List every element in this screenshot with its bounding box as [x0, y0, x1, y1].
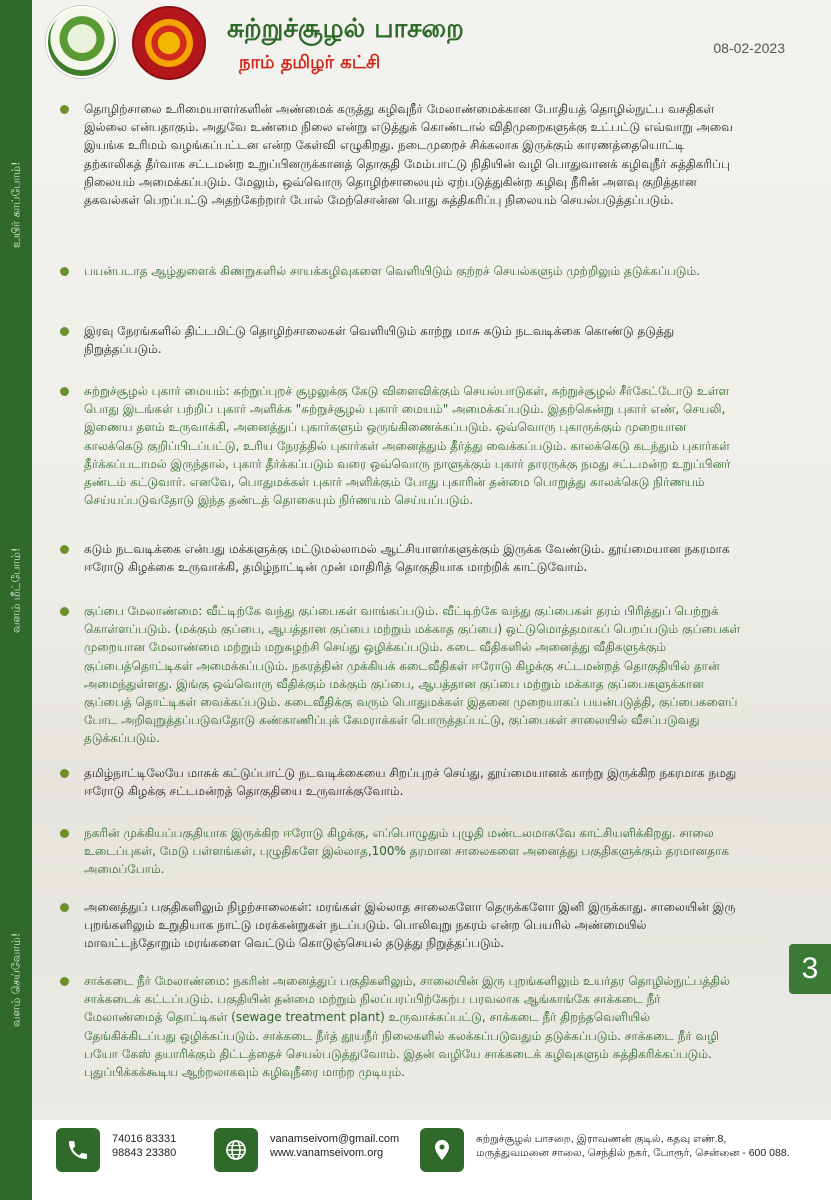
paragraph-text: சுற்றுச்சூழல் புகார் மையம்: சுற்றுப்புறச் சூழலுக்கு கேடு விளைவிக்கும் செயல்பாடுகள், சுற்றுச்சூழல் சீர்கேட்டோடு உள்ள பொது இடங்கள் பற்றிப் புகார் அளிக்க "சுற்றுச்சூழல் புகார் மையம்" அமைக்கப்படும். இதற்கென்று புகார் எண், செயலி, இணைய தளம் உருவாக்கி, அனைத்துப் புகார்களும் ஒருங்கிணைக்கப்படும். ஒவ்வொரு புகாருக்கும் முறையான காலக்கெடு குறிப்பிடப்பட்டு, உரிய நேரத்தில் புகார்கள் அனைத்தும் தீர்த்து வைக்கப்படும். காலக்கெடு கடந்தும் புகார்கள் தீர்க்கப்படாமல் இருந்தால், புகார் தீர்க்கப்படும் வரை ஒவ்வொரு நாளுக்கும் புகார் தாரருக்கு நமது சட்டமன்ற உறுப்பினர் தண்டம் கட்டுவார். எனவே, பொதுமக்கள் புகார் அளிக்கும் போது புகாரின் தன்மை பொறுத்து காலக்கெடு நிர்ணயம் செய்யப்படுவதோடு இந்த தண்டத் தொகையும் நிர்ணயம் செய்யப்படும். [84, 384, 731, 508]
page-title: சுற்றுச்சூழல் பாசறை [227, 14, 464, 44]
bullet-icon [60, 545, 69, 554]
bullet-icon [60, 387, 69, 396]
paragraph-text: தமிழ்நாட்டிலேயே மாசுக் கட்டுப்பாட்டு நடவடிக்கையை சிறப்புறச் செய்து, தூய்மையானக் காற்று இருக்கிற நகரமாக நமது ஈரோடு கிழக்கு சட்டமன்றத் தொகுதியை உருவாக்குவோம். [84, 766, 737, 799]
globe-icon [214, 1128, 258, 1172]
paragraph-text: குப்பை மேலாண்மை: வீட்டிற்கே வந்து குப்பைகள் வாங்கப்படும். வீட்டிற்கே வந்து குப்பைகள் தரம் பிரித்துப் பெற்றுக் கொள்ளப்படும். (மக்கும் குப்பை, ஆபத்தான குப்பை மற்றும் மக்காத குப்பை) ஒட்டுமொத்தமாகப் பெறப்படும் குப்பைகள் முறையான மேலாண்மை மற்றும் மறுசுழற்சி செய்து ஒழிக்கப்படும். கடை வீதிகளில் அனைத்து வீதிகளுக்கும் குப்பைத்தொட்டிகள் அமைக்கப்படும். நகரத்தின் முக்கியக் கடைவீதிகள் ஈரோடு கிழக்கு சட்டமன்றத் தொகுதியில் தான் அமைந்துள்ளது. இங்கு ஒவ்வொரு வீதிக்கும் மக்கும் குப்பை, ஆபத்தான குப்பை மற்றும் மக்காத குப்பைகளுக்கான குப்பைத் தொட்டிகள் வைக்கப்படும். கடைவீதிக்கு வரும் பொதுமக்கள் இதனை முறையாகப் பயன்படுத்தி, குப்பைகளைப் போட அறிவுறுத்தப்படுவதோடு கண்காணிப்புக் கேமராக்கள் பொருத்தப்பட்டு, குப்பைகள் சாலையில் வீசப்படுவது தடுக்கப்படும். [84, 604, 741, 746]
sidebar-slogan-2: வளம் மீட்போம்! [9, 547, 23, 633]
page-number: 3 [789, 944, 831, 994]
phone-number-2[interactable]: 98843 23380 [112, 1147, 177, 1159]
bullet-icon [60, 903, 69, 912]
bullet-icon [60, 769, 69, 778]
paragraph-text: நகரின் முக்கியப்பகுதியாக இருக்கிற ஈரோடு கிழக்கு, எப்பொழுதும் புழுதி மண்டலமாகவே காட்சியளிக்கிறது. சாலை உடைப்புகள், மேடு பள்ளங்கள், புழுதிகளே இல்லாத,100% தரமான சாலைகளை அனைத்து பகுதிகளுக்கும் தரமானதாக அமைப்போம். [84, 826, 730, 877]
environment-wing-logo [46, 6, 118, 78]
bullet-icon [60, 607, 69, 616]
contact-online [270, 1132, 399, 1160]
party-tiger-logo [132, 6, 206, 80]
document-date: 08-02-2023 [713, 40, 785, 56]
paragraph-text: இரவு நேரங்களில் திட்டமிட்டு தொழிற்சாலைகள் வெளியிடும் காற்று மாசு கடும் நடவடிக்கை கொண்டு தடுத்து நிறுத்தப்படும். [84, 324, 675, 357]
phone-number-1[interactable]: 74016 83331 [112, 1133, 177, 1145]
bullet-icon [60, 105, 69, 114]
email-link[interactable]: vanamseivom@gmail.com [270, 1133, 400, 1145]
location-pin-icon [420, 1128, 464, 1172]
paragraph-text: கடும் நடவடிக்கை என்பது மக்களுக்கு மட்டுமல்லாமல் ஆட்சியாளர்களுக்கும் இருக்க வேண்டும். தூய்மையான நகரமாக ஈரோடு கிழக்கை உருவாக்கி, தமிழ்நாட்டின் முன் மாதிரித் தொகுதியாக மாற்றிக் காட்டுவோம். [84, 542, 730, 575]
bullet-icon [60, 327, 69, 336]
paragraph-text: அனைத்துப் பகுதிகளிலும் நிழற்சாலைகள்: மரங்கள் இல்லாத சாலைகளோ தெருக்களோ இனி இருக்காது. சாலையின் இரு புறங்களிலும் உறுதியாக நாட்டு மரக்கன்றுகள் நடப்படும். பொலிவுறு நகரம் என்ற பெயரில் அண்மையில் மாவட்டந்தோறும் மரங்களை வெட்டும் கொடுஞ்செயல் தடுத்து நிறுத்தப்படும். [84, 900, 736, 951]
address-line-1: சுற்றுச்சூழல் பாசறை, இராவணன் குடில், கதவு எண்.8, [476, 1133, 727, 1145]
bullet-icon [60, 829, 69, 838]
phone-numbers [112, 1132, 176, 1160]
postal-address [476, 1132, 790, 1160]
bullet-icon [60, 977, 69, 986]
sidebar-slogan-3: வளம் செய்வோம்! [9, 932, 23, 1028]
paragraph-text: தொழிற்சாலை உரிமையாளர்களின் அண்மைக் கருத்து கழிவுநீர் மேலாண்மைக்கான போதியத் தொழில்நுட்ப வசதிகள் இல்லை என்பதாகும். அதுவே உண்மை நிலை என்று எடுத்துக் கொண்டால் விதிமுறைகளுக்கு உட்பட்டு எவ்வாறு அவை இயங்க உரிமம் வழங்கப்பட்டன என்ற கேள்வி எழுகிறது. நடைமுறைச் சிக்கலாக இருக்கும் காரணத்தையொட்டி தற்காலிகத் தீர்வாக சட்டமன்ற உறுப்பினருக்கானத் தொகுதி மேம்பாட்டு நிதியின் வழி பொதுவானக் கழிவுநீர் சுத்திகரிப்பு நிலையம் அமைக்கப்படும். மேலும், ஒவ்வொரு தொழிற்சாலையும் ஏற்படுத்துகின்ற கழிவு நீரின் அளவு குறித்தான தகவல்கள் பெறப்பட்டு அதற்கேற்றார் போல் மேற்சொன்ன பொது சுத்திகரிப்பு நிலையம் செயல்படுத்தப்படும். [84, 102, 733, 208]
paragraph-text: பயன்படாத ஆழ்துளைக் கிணறுகளில் சாயக்கழிவுகளை வெளியிடும் குற்றச் செயல்களும் முற்றிலும் தடுக்கப்படும். [84, 264, 700, 278]
website-link[interactable]: www.vanamseivom.org [270, 1147, 384, 1159]
footer [32, 1120, 831, 1200]
paragraph-text: சாக்கடை நீர் மேலாண்மை: நகரின் அனைத்துப் பகுதிகளிலும், சாலையின் இரு புறங்களிலும் உயர்தர தொழில்நுட்பத்தில் சாக்கடைக் கட்டப்படும். பகுதியின் தன்மை மற்றும் நிலப்பரப்பிற்கேற்ப பரவலாக ஆங்காங்கே சாக்கடை நீர் மேலாண்மைத் தொட்டிகள் (sewage treatment plant) உருவாக்கப்பட்டு, சாக்கடை நீர் திறந்தவெளியில் தேங்கிக்கிடப்பது ஒழிக்கப்படும். சாக்கடை நீர்த் தூயநீர் நிலைகளில் கலக்கப்படுவதும் தடுக்கப்படும். சாக்கடை நீர் வழி பயோ கேஸ் தயாரிக்கும் திட்டத்தைச் செயல்படுத்துவோம். இதன் வழியே சாக்கடைக் கழிவுகளும் சுத்திகரிக்கப்படும். புதுப்பிக்கக்கூடிய ஆற்றலாகவும் கழிவுநீரை மாற்ற முடியும். [84, 974, 730, 1080]
phone-icon [56, 1128, 100, 1172]
bullet-icon [60, 267, 69, 276]
address-line-2: மருத்துவமனை சாலை, செந்தில் நகர், போரூர், சென்னை - 600 088. [476, 1147, 790, 1159]
header [32, 0, 831, 95]
sidebar-slogan-1: உயிர் காப்போம்! [9, 161, 23, 249]
sidebar [0, 0, 32, 1200]
page-subtitle: நாம் தமிழர் கட்சி [239, 52, 381, 73]
